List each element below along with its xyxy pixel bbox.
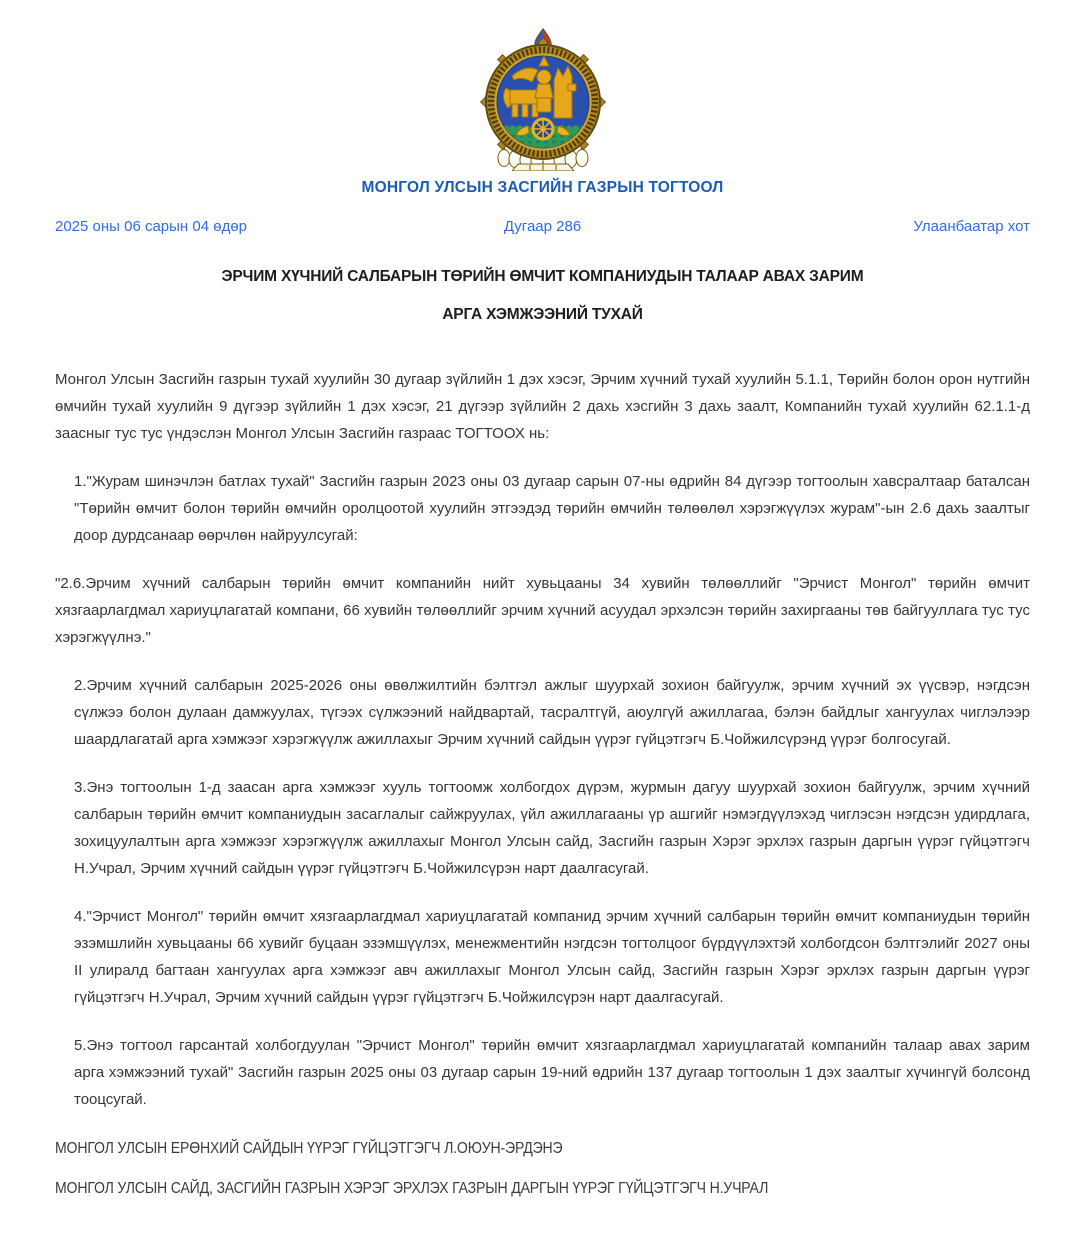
org-title[interactable]: МОНГОЛ УЛСЫН ЗАСГИЙН ГАЗРЫН ТОГТООЛ [361,179,724,196]
document-title-line1: ЭРЧИМ ХҮЧНИЙ САЛБАРЫН ТӨРИЙН ӨМЧИТ КОМПАНИУДЫН ТАЛААР АВАХ ЗАРИМ [221,268,864,285]
document-title-line2: АРГА ХЭМЖЭЭНИЙ ТУХАЙ [442,306,643,323]
paragraph-clause-3: 3.Энэ тогтоолын 1-д заасан арга хэмжээг хууль тогтоомж холбогдох дүрэм, журмын дагуу шуурхай зохион байгуулж, эрчим хүчний салбарын төрийн өмчит компаниудын засаглалыг сайжруулах, үйл ажиллагааны үр ашгийг нэмэгдүүлэхэд чиглэсэн нэгдсэн удирдлага, зохицуулалтын арга хэмжээг хэрэгжүүлж ажиллахыг Монгол Улсын сайд, Засгийн газрын Хэрэг эрхлэх газрын даргын үүрэг гүйцэтгэгч Н.Учрал, Эрчим хүчний сайдын үүрэг гүйцэтгэгч Б.Чойжилсүрэн нарт даалгасугай. [74,779,1030,877]
document-title [55,268,1030,324]
signature-block [55,1140,1030,1198]
signature-prime-minister: МОНГОЛ УЛСЫН ЕРӨНХИЙ САЙДЫН ҮҮРЭГ ГҮЙЦЭТГЭГЧ Л.ОЮУН-ЭРДЭНЭ [55,1140,563,1157]
paragraph-clause-1: 1."Журам шинэчлэн батлах тухай" Засгийн газрын 2023 оны 03 дугаар сарын 07-ны өдрийн 84 дүгээр тогтоолын хавсралтаар баталсан "Төрийн өмчит болон төрийн өмчийн оролцоотой хуулийн этгээдэд төрийн өмчийн төлөөлөл хэрэгжүүлэх журам"-ын 2.6 дахь заалтыг доор дурдсанаар өөрчлөн найруулсугай: [74,473,1030,544]
paragraph-clause-2: 2.Эрчим хүчний салбарын 2025-2026 оны өвөлжилтийн бэлтгэл ажлыг шуурхай зохион байгуулж, эрчим хүчний эх үүсвэр, нэгдсэн сүлжээ болон дулаан дамжуулах, түгээх сүлжээний найдвартай, тасралтгүй, аюулгүй ажиллагаа, бэлэн байдлыг хангуулах чиглэлээр шаардлагатай арга хэмжээг хэрэгжүүлж ажиллахыг Эрчим хүчний сайдын үүрэг гүйцэтгэгч Б.Чойжилсүрэнд үүрэг болгосугай. [74,677,1030,748]
paragraph-intro: Монгол Улсын Засгийн газрын тухай хуулийн 30 дугаар зүйлийн 1 дэх хэсэг, Эрчим хүчний тухай хуулийн 5.1.1, Төрийн болон орон нутгийн өмчийн тухай хуулийн 9 дүгээр зүйлийн 1 дэх хэсэг, 21 дүгээр зүйлийн 2 дахь хэсгийн 3 дахь заалт, Компанийн тухай хуулийн 62.1.1-д заасныг тус тус үндэслэн Монгол Улсын Засгийн газраас ТОГТООХ нь: [55,371,1030,442]
resolution-city: Улаанбаатар хот [913,218,1030,235]
paragraph-clause-4: 4."Эрчист Монгол" төрийн өмчит хязгаарлагдмал хариуцлагатай компанид эрчим хүчний салбарын төрийн өмчит компаниудын төрийн эзэмшлийн хувьцааны 66 хувийг буцаан эзэмшүүлэх, менежментийн нэгдсэн тогтолцоог бүрдүүлэхтэй холбогдсон бэлтгэлийг 2027 оны II улиралд багтаан хангуулах арга хэмжээг авч ажиллахыг Монгол Улсын сайд, Засгийн газрын Хэрэг эрхлэх газрын даргын үүрэг гүйцэтгэгч Н.Учрал, Эрчим хүчний сайдын үүрэг гүйцэтгэгч Б.Чойжилсүрэн нарт даалгасугай. [74,908,1030,1006]
resolution-date: 2025 оны 06 сарын 04 өдөр [55,218,248,235]
signature-cabinet-minister: МОНГОЛ УЛСЫН САЙД, ЗАСГИЙН ГАЗРЫН ХЭРЭГ ЭРХЛЭХ ГАЗРЫН ДАРГЫН ҮҮРЭГ ГҮЙЦЭТГЭГЧ Н.УЧРАЛ [55,1180,769,1197]
meta-row [55,218,1030,235]
resolution-number: Дугаар 286 [503,218,582,235]
paragraph-quote-2-6: "2.6.Эрчим хүчний салбарын төрийн өмчит компанийн нийт хувьцааны 34 хувийн төлөөллийг "Эрчист Монгол" төрийн өмчит хязгаарлагдмал хариуцлагатай компани, 66 хувийн төлөөллийг эрчим хүчний асуудал эрхэлсэн төрийн захиргааны төв байгууллага тус тус хэрэгжүүлнэ." [55,575,1030,646]
state-emblem [55,26,1030,171]
mongolia-state-emblem-icon [468,26,618,171]
document-body [55,366,1030,1113]
paragraph-clause-5: 5.Энэ тогтоол гарсантай холбогдуулан "Эрчист Монгол" төрийн өмчит хязгаарлагдмал хариуцлагатай компанийн талаар авах зарим арга хэмжээний тухай" Засгийн газрын 2025 оны 03 дугаар сарын 19-ний өдрийн 137 дугаар тогтоолын 1 дэх заалтыг хүчингүй болсонд тооцсугай. [74,1037,1030,1108]
